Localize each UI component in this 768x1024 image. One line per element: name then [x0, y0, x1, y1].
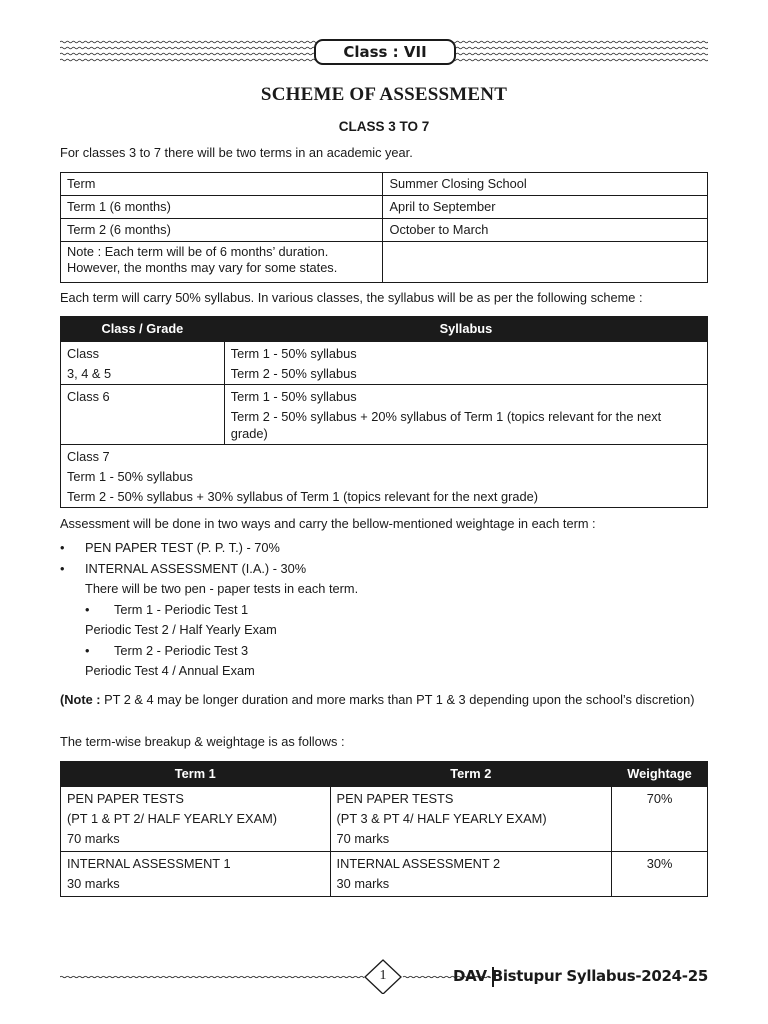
list-item-text: INTERNAL ASSESSMENT (I.A.) - 30% [85, 560, 307, 576]
sub-list-item [60, 641, 358, 662]
cell-line: 30 marks [67, 876, 120, 891]
column-header: Class / Grade [61, 317, 225, 342]
column-header: Syllabus [224, 317, 707, 342]
table-row [61, 196, 708, 219]
cell-line: Term 2 - 50% syllabus + 30% syllabus of Term 1 (topics relevant for the next grade) [67, 489, 538, 504]
cell-line: Class 7 [67, 449, 110, 464]
document-subtitle: CLASS 3 TO 7 [338, 119, 430, 134]
note-line: However, the months may vary for some states. [67, 260, 338, 275]
table-header-row [61, 762, 708, 787]
sub-text: Periodic Test 2 / Half Yearly Exam [85, 622, 277, 637]
table-cell [61, 342, 225, 385]
class-label: Class : VII [343, 43, 427, 61]
bullet: • [85, 642, 90, 658]
table-cell: April to September [383, 196, 708, 219]
cell-line: Term 1 - 50% syllabus [230, 389, 357, 404]
note-text: PT 2 & 4 may be longer duration and more marks than PT 1 & 3 depending upon the school’s discretion) [100, 692, 695, 707]
note-label: (Note : [60, 692, 101, 707]
cell-line: 70 marks [67, 831, 120, 846]
note-paragraph [60, 691, 708, 708]
cell-line: (PT 3 & PT 4/ HALF YEARLY EXAM) [336, 811, 547, 826]
breakup-table [60, 761, 708, 897]
sub-text: There will be two pen - paper tests in each term. [85, 581, 359, 596]
table-row [61, 787, 708, 852]
table-cell: Term 2 (6 months) [61, 219, 383, 242]
weightage-cell: 30% [612, 852, 708, 897]
bullet: • [60, 540, 65, 555]
bullet: • [85, 601, 90, 617]
table-cell: Term 1 (6 months) [61, 196, 383, 219]
weightage-cell: 70% [612, 787, 708, 852]
cell-line: Term 1 - 50% syllabus [230, 346, 357, 361]
syllabus-table [60, 316, 708, 508]
table-cell-wide [61, 445, 708, 508]
cell-line: Term 2 - 50% syllabus [230, 366, 357, 381]
table-cell [61, 787, 331, 852]
table-cell [224, 342, 707, 385]
breakup-intro: The term-wise breakup & weightage is as follows : [60, 734, 345, 749]
cell-line: 30 marks [336, 876, 390, 891]
table-header-row [61, 317, 708, 342]
sub-list-item [60, 600, 358, 621]
table-cell [330, 787, 612, 852]
table-cell [224, 385, 707, 445]
document-title: SCHEME OF ASSESSMENT [260, 84, 508, 105]
page-number: 1 [379, 968, 387, 983]
class-label-pill [314, 39, 456, 65]
footer-title: DAV Bistupur Syllabus-2024-25 [453, 967, 708, 985]
cell-line: PEN PAPER TESTS [336, 791, 454, 806]
cell-line: INTERNAL ASSESSMENT 1 [67, 856, 231, 871]
term-table [60, 172, 708, 283]
table-cell-empty [383, 242, 708, 283]
table-cell [61, 852, 331, 897]
assessment-list [60, 538, 358, 682]
list-item [60, 559, 358, 580]
table-cell: Term [61, 173, 383, 196]
table-row [61, 445, 708, 508]
table-row [61, 219, 708, 242]
table-cell [61, 385, 225, 445]
column-header: Weightage [612, 762, 708, 787]
cell-line: PEN PAPER TESTS [67, 791, 184, 806]
table-cell: October to March [383, 219, 708, 242]
footer [60, 958, 708, 994]
assessment-intro: Assessment will be done in two ways and carry the bellow-mentioned weightage in each term : [60, 516, 596, 531]
cell-line: Term 2 - 50% syllabus + 20% syllabus of Term 1 (topics relevant for the next grade) [230, 409, 662, 441]
table-row [61, 173, 708, 196]
cell-line: 70 marks [336, 831, 390, 846]
cell-line: Class 6 [67, 389, 110, 404]
table-row [61, 242, 708, 283]
table-row [61, 385, 708, 445]
table-cell [330, 852, 612, 897]
cell-line: Term 1 - 50% syllabus [67, 469, 193, 484]
list-item-text: PEN PAPER TEST (P. P. T.) - 70% [85, 540, 280, 555]
list-item [60, 538, 358, 559]
cell-line: 3, 4 & 5 [67, 366, 112, 381]
intro-text: For classes 3 to 7 there will be two terms in an academic year. [60, 145, 413, 160]
table-row [61, 342, 708, 385]
note-line: Note : Each term will be of 6 months’ duration. [67, 244, 329, 259]
footer-decoration [60, 958, 500, 994]
sub-text: Periodic Test 4 / Annual Exam [85, 663, 255, 678]
column-header: Term 1 [61, 762, 331, 787]
table-row [61, 852, 708, 897]
cell-line: Class [67, 346, 99, 361]
list-item-text: Term 1 - Periodic Test 1 [114, 601, 249, 617]
cell-line: (PT 1 & PT 2/ HALF YEARLY EXAM) [67, 811, 278, 826]
column-header: Term 2 [330, 762, 612, 787]
list-item-text: Term 2 - Periodic Test 3 [114, 642, 249, 658]
table-cell: Summer Closing School [383, 173, 708, 196]
header-band [60, 38, 708, 64]
bullet: • [60, 560, 65, 576]
cell-line: INTERNAL ASSESSMENT 2 [336, 856, 501, 871]
syllabus-intro: Each term will carry 50% syllabus. In various classes, the syllabus will be as per the following scheme : [60, 290, 643, 305]
table-cell-note [61, 242, 383, 283]
